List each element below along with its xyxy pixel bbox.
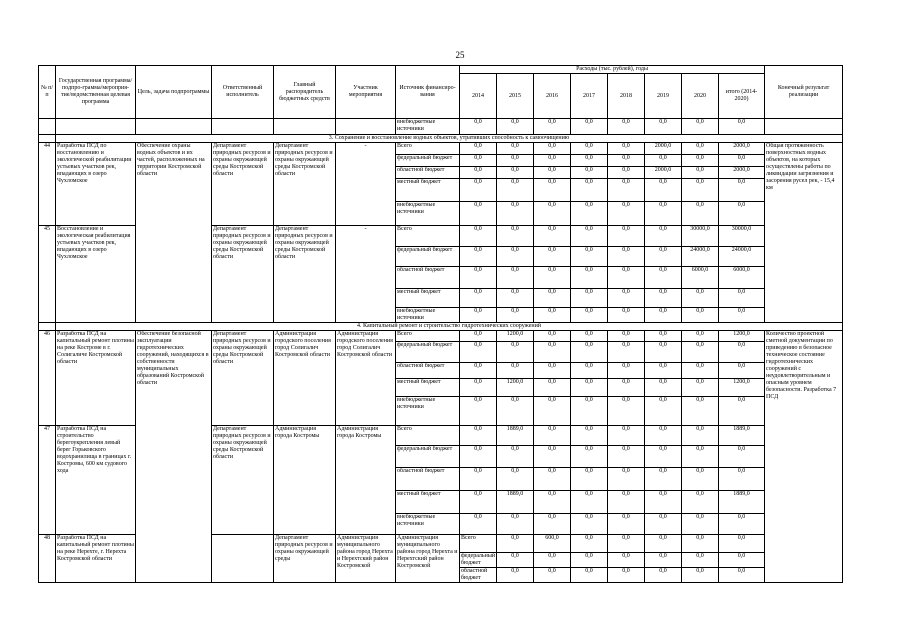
value-cell: 0,0 [719, 155, 765, 167]
value-cell: 0,0 [682, 397, 719, 426]
source-cell: областной бюджет [460, 568, 497, 583]
value-cell: 0,0 [682, 535, 719, 553]
value-cell: 0,0 [682, 342, 719, 363]
value-cell: 0,0 [719, 202, 765, 226]
table-row [39, 119, 843, 135]
value-cell: 0,0 [608, 491, 645, 514]
value-cell: 0,0 [682, 426, 719, 446]
value-cell: 0,0 [534, 289, 571, 308]
value-cell: 0,0 [571, 308, 608, 323]
header-year: 2020 [682, 74, 719, 119]
source-cell: местный бюджет [396, 179, 460, 202]
value-cell: 0,0 [497, 143, 534, 155]
value-cell: 0,0 [497, 226, 534, 247]
value-cell: 0,0 [497, 342, 534, 363]
value-cell: 0,0 [608, 397, 645, 426]
value-cell: 0,0 [682, 289, 719, 308]
header-year: 2019 [645, 74, 682, 119]
value-cell: 1889,0 [719, 491, 765, 514]
value-cell: 0,0 [497, 202, 534, 226]
main-manager-cell: Администрация муниципального района город Нерехта и Нерехтский район Костромской [336, 535, 396, 583]
header-program: Государственная программа/подпро-грамма/мероприя-тие/ведомственная целевая программа [56, 66, 136, 119]
value-cell: 0,0 [571, 119, 608, 135]
value-cell: 0,0 [571, 167, 608, 179]
value-cell: 2000,0 [645, 143, 682, 155]
value-cell: 2000,0 [719, 167, 765, 179]
value-cell: 0,0 [645, 342, 682, 363]
header-participant: Участник мероприятия [336, 66, 396, 119]
value-cell: 0,0 [497, 119, 534, 135]
header-source: Источник финансиро-вания [396, 66, 460, 119]
value-cell: 0,0 [645, 289, 682, 308]
value-cell: 0,0 [608, 568, 645, 583]
source-cell: внебюджетные источники [396, 308, 460, 323]
value-cell: 2000,0 [645, 167, 682, 179]
responsible-cell: Департамент природных ресурсов и охраны окружающей среды Костромской области [212, 143, 274, 226]
value-cell: 0,0 [608, 289, 645, 308]
value-cell: 0,0 [571, 553, 608, 568]
value-cell: 0,0 [571, 155, 608, 167]
value-cell: 0,0 [719, 342, 765, 363]
value-cell: 0,0 [608, 379, 645, 397]
value-cell: 0,0 [460, 379, 497, 397]
value-cell: 0,0 [608, 247, 645, 267]
main-manager-cell: Администрация города Костромы [274, 426, 336, 535]
value-cell: 0,0 [534, 514, 571, 535]
program-name: Разработка ПСД на строительство берегоукрепления левый берег Горьковского водохранилища в границах г. Костромы, 600 км судового хода [56, 426, 136, 535]
row-number: 48 [39, 535, 56, 583]
value-cell: 0,0 [645, 267, 682, 289]
value-cell: 0,0 [571, 426, 608, 446]
source-cell: местный бюджет [396, 379, 460, 397]
value-cell: 0,0 [534, 397, 571, 426]
value-cell: 0,0 [534, 491, 571, 514]
value-cell: 0,0 [645, 155, 682, 167]
value-cell: 6000,0 [682, 267, 719, 289]
value-cell: 0,0 [719, 535, 765, 553]
value-cell: 0,0 [719, 468, 765, 491]
value-cell: 0,0 [534, 308, 571, 323]
value-cell: 0,0 [608, 446, 645, 468]
value-cell: 0,0 [571, 514, 608, 535]
section-row [39, 323, 843, 331]
value-cell: 0,0 [719, 289, 765, 308]
source-cell: внебюджетные источники [396, 202, 460, 226]
value-cell: 0,0 [460, 468, 497, 491]
responsible-cell: Департамент природных ресурсов и охраны окружающей среды Костромской области [212, 331, 274, 426]
value-cell: 24000,0 [719, 247, 765, 267]
value-cell: 0,0 [571, 331, 608, 342]
value-cell: 0,0 [608, 342, 645, 363]
value-cell: 0,0 [497, 308, 534, 323]
value-cell: 0,0 [645, 426, 682, 446]
value-cell: 0,0 [571, 342, 608, 363]
value-cell: 1200,0 [497, 379, 534, 397]
value-cell: 0,0 [608, 155, 645, 167]
source-cell: Всего [396, 226, 460, 247]
source-cell: федеральный бюджет [396, 247, 460, 267]
value-cell: 0,0 [460, 446, 497, 468]
value-cell: 0,0 [571, 247, 608, 267]
source-cell: областной бюджет [396, 167, 460, 179]
source-cell: Всего [396, 143, 460, 155]
value-cell: 0,0 [534, 226, 571, 247]
value-cell: 0,0 [534, 342, 571, 363]
value-cell: 0,0 [460, 167, 497, 179]
value-cell: 0,0 [534, 468, 571, 491]
value-cell: 0,0 [497, 535, 534, 553]
source-cell: областной бюджет [396, 363, 460, 379]
responsible-cell: Департамент природных ресурсов и охраны окружающей среды Костромской области [212, 226, 274, 323]
value-cell: 0,0 [460, 119, 497, 135]
source-cell: внебюджетные источники [396, 514, 460, 535]
source-cell: внебюджетные источники [396, 119, 460, 135]
header-responsible: Ответственный исполнитель [212, 66, 274, 119]
value-cell: 0,0 [497, 363, 534, 379]
main-manager-cell: Департамент природных ресурсов и охраны окружающей среды Костромской области [274, 226, 336, 323]
value-cell: 0,0 [571, 143, 608, 155]
value-cell: 0,0 [645, 226, 682, 247]
value-cell: 0,0 [497, 267, 534, 289]
value-cell: 0,0 [534, 202, 571, 226]
value-cell: 0,0 [608, 119, 645, 135]
value-cell: 0,0 [645, 397, 682, 426]
value-cell: 0,0 [682, 119, 719, 135]
value-cell: 0,0 [645, 247, 682, 267]
value-cell: 0,0 [608, 468, 645, 491]
value-cell: 0,0 [608, 331, 645, 342]
value-cell: 30000,0 [719, 226, 765, 247]
value-cell: 0,0 [460, 289, 497, 308]
value-cell: 0,0 [534, 553, 571, 568]
value-cell: 0,0 [645, 379, 682, 397]
value-cell: 1200,0 [719, 379, 765, 397]
source-cell: Всего [460, 535, 497, 553]
row-number: 46 [39, 331, 56, 426]
value-cell: 0,0 [608, 535, 645, 553]
section-4-title: 4. Капитальный ремонт и строительство гидротехнических сооружений [56, 323, 843, 331]
empty-cell [39, 323, 56, 331]
value-cell: 0,0 [571, 379, 608, 397]
participant-cell: - [336, 226, 396, 323]
value-cell: 0,0 [460, 179, 497, 202]
value-cell: 0,0 [460, 267, 497, 289]
header-year: 2014 [460, 74, 497, 119]
value-cell: 0,0 [645, 568, 682, 583]
value-cell: 0,0 [460, 155, 497, 167]
value-cell: 0,0 [682, 363, 719, 379]
value-cell: 0,0 [682, 143, 719, 155]
header-year: 2017 [571, 74, 608, 119]
value-cell: 0,0 [534, 446, 571, 468]
program-name: Разработка ПСД на капитальный ремонт плотины на реке Нерехте, г. Нерехта Костромской области [56, 535, 136, 583]
responsible-cell: Департамент природных ресурсов и охраны окружающей среды Костромской области [212, 426, 274, 535]
value-cell: 0,0 [645, 202, 682, 226]
value-cell: 0,0 [460, 331, 497, 342]
header-expenses: Расходы (тыс. рублей), годы [460, 66, 765, 74]
program-name: Разработка ПСД по восстановлению и экологической реабилитации устьевых участков рек, впадающих в озеро Чухломское [56, 143, 136, 226]
value-cell: 2000,0 [719, 143, 765, 155]
value-cell: 0,0 [460, 514, 497, 535]
value-cell: 6000,0 [719, 267, 765, 289]
main-manager-cell: Администрация городского поселения город Солигалич Костромской области [274, 331, 336, 426]
value-cell: 0,0 [571, 535, 608, 553]
header-year: 2018 [608, 74, 645, 119]
value-cell: 0,0 [534, 155, 571, 167]
value-cell: 0,0 [682, 331, 719, 342]
value-cell: 0,0 [571, 446, 608, 468]
value-cell: 0,0 [608, 363, 645, 379]
value-cell: 0,0 [682, 553, 719, 568]
value-cell: 0,0 [497, 155, 534, 167]
value-cell: 0,0 [682, 468, 719, 491]
value-cell: 0,0 [497, 179, 534, 202]
result-cell: Общая протяженность поверхностных водных объектов, на которых осуществлены работы по ликвидации загрязнения и засорения русел рек, - 15,4 км [765, 143, 843, 323]
value-cell: 0,0 [497, 289, 534, 308]
header-num: № п/п [39, 66, 56, 119]
value-cell: 0,0 [719, 308, 765, 323]
value-cell: 0,0 [534, 331, 571, 342]
value-cell: 0,0 [571, 179, 608, 202]
value-cell: 0,0 [719, 119, 765, 135]
value-cell: 0,0 [534, 179, 571, 202]
source-cell: федеральный бюджет [396, 342, 460, 363]
page-number: 25 [455, 50, 465, 60]
value-cell: 0,0 [534, 267, 571, 289]
value-cell: 0,0 [460, 202, 497, 226]
value-cell: 0,0 [682, 514, 719, 535]
value-cell: 24000,0 [682, 247, 719, 267]
value-cell: 0,0 [497, 514, 534, 535]
value-cell: 0,0 [719, 553, 765, 568]
responsible-cell: Департамент природных ресурсов и охраны окружающей среды [274, 535, 336, 583]
value-cell: 0,0 [460, 363, 497, 379]
goal-cell [212, 535, 274, 583]
section-row [39, 135, 843, 143]
participant-cell: - [336, 143, 396, 226]
value-cell: 0,0 [497, 397, 534, 426]
value-cell: 0,0 [497, 568, 534, 583]
value-cell: 0,0 [719, 514, 765, 535]
value-cell: 0,0 [719, 179, 765, 202]
value-cell: 0,0 [645, 331, 682, 342]
value-cell: 0,0 [645, 179, 682, 202]
table-row [39, 143, 843, 155]
value-cell: 0,0 [460, 308, 497, 323]
value-cell: 0,0 [719, 397, 765, 426]
header-main-manager: Главный распорядитель бюджетных средств [274, 66, 336, 119]
value-cell: 0,0 [608, 179, 645, 202]
source-cell: местный бюджет [396, 491, 460, 514]
section-3-title: 3. Сохранение и восстановление водных объектов, утративших способность к самоочищению [56, 135, 843, 143]
value-cell: 0,0 [608, 308, 645, 323]
value-cell: 0,0 [460, 397, 497, 426]
value-cell: 0,0 [534, 167, 571, 179]
value-cell: 0,0 [608, 514, 645, 535]
value-cell: 0,0 [608, 202, 645, 226]
value-cell: 0,0 [534, 426, 571, 446]
value-cell: 0,0 [571, 363, 608, 379]
value-cell: 0,0 [608, 226, 645, 247]
source-cell: Всего [396, 331, 460, 342]
value-cell: 1200,0 [719, 331, 765, 342]
value-cell: 0,0 [719, 363, 765, 379]
value-cell: 1200,0 [497, 331, 534, 342]
value-cell: 1889,0 [719, 426, 765, 446]
value-cell: 0,0 [682, 379, 719, 397]
value-cell: 600,0 [534, 535, 571, 553]
value-cell: 0,0 [460, 143, 497, 155]
value-cell: 0,0 [571, 468, 608, 491]
value-cell: 0,0 [571, 289, 608, 308]
value-cell: 0,0 [460, 426, 497, 446]
value-cell: 0,0 [460, 226, 497, 247]
result-cell: Количество проектной сметной документации по приведению в безопасное техническое состояние гидротехнических сооружений с неудовлетворительным и опасным уровнем безопасности. Разработка 7 ПСД [765, 331, 843, 583]
value-cell: 0,0 [682, 568, 719, 583]
table-row [39, 331, 843, 342]
header-year: 2016 [534, 74, 571, 119]
value-cell: 0,0 [645, 308, 682, 323]
value-cell: 0,0 [719, 446, 765, 468]
value-cell: 30000,0 [682, 226, 719, 247]
value-cell: 0,0 [608, 167, 645, 179]
value-cell: 0,0 [645, 491, 682, 514]
value-cell: 0,0 [497, 247, 534, 267]
value-cell: 0,0 [682, 155, 719, 167]
goal-cell: Обеспечение безопасной эксплуатации гидротехнических сооружений, находящихся в собственности муниципальных образований Костромской области [136, 331, 212, 583]
row-number: 45 [39, 226, 56, 323]
row-number: 47 [39, 426, 56, 535]
participant-cell: Администрация муниципального района город Нерехта и Нерехтский район Костромской [396, 535, 460, 583]
value-cell: 0,0 [682, 179, 719, 202]
program-name: Восстановление и экологическая реабилитация устьевых участков рек, впадающих в озеро Чухломское [56, 226, 136, 323]
main-manager-cell: Департамент природных ресурсов и охраны окружающей среды Костромской области [274, 143, 336, 226]
value-cell: 0,0 [534, 363, 571, 379]
value-cell: 0,0 [534, 119, 571, 135]
value-cell: 0,0 [497, 553, 534, 568]
value-cell: 0,0 [571, 202, 608, 226]
value-cell: 0,0 [682, 446, 719, 468]
row-number: 44 [39, 143, 56, 226]
source-cell: областной бюджет [396, 267, 460, 289]
header-goal: Цель, задача подпрограммы [136, 66, 212, 119]
source-cell: внебюджетные источники [396, 397, 460, 426]
source-cell: федеральный бюджет [396, 446, 460, 468]
value-cell: 0,0 [645, 514, 682, 535]
value-cell: 0,0 [608, 426, 645, 446]
program-name: Разработка ПСД на капитальный ремонт плотины на реке Костроме в г. Солигаличе Костромской области [56, 331, 136, 426]
value-cell: 0,0 [645, 446, 682, 468]
header-total: итого (2014-2020) [719, 74, 765, 119]
value-cell: 0,0 [608, 143, 645, 155]
value-cell: 0,0 [645, 553, 682, 568]
value-cell: 0,0 [645, 119, 682, 135]
value-cell: 0,0 [682, 202, 719, 226]
value-cell: 0,0 [682, 491, 719, 514]
value-cell: 0,0 [571, 491, 608, 514]
participant-cell: Администрация города Костромы [336, 426, 396, 535]
source-cell: местный бюджет [396, 289, 460, 308]
value-cell: 0,0 [497, 446, 534, 468]
value-cell: 1889,0 [497, 426, 534, 446]
value-cell: 0,0 [645, 468, 682, 491]
value-cell: 0,0 [534, 568, 571, 583]
participant-cell: Администрация городского поселения город Солигалич Костромской области [336, 331, 396, 426]
value-cell: 0,0 [719, 568, 765, 583]
value-cell: 0,0 [534, 379, 571, 397]
source-cell: областной бюджет [396, 468, 460, 491]
value-cell: 0,0 [682, 167, 719, 179]
source-cell: Всего [396, 426, 460, 446]
goal-cell: Обеспечение охраны водных объектов и их частей, расположенных на территории Костромской области [136, 143, 212, 323]
value-cell: 0,0 [460, 491, 497, 514]
source-cell: федеральный бюджет [461, 553, 496, 566]
value-cell: 0,0 [460, 247, 497, 267]
value-cell: 0,0 [534, 143, 571, 155]
value-cell: 0,0 [645, 363, 682, 379]
header-year: 2015 [497, 74, 534, 119]
value-cell: 0,0 [645, 535, 682, 553]
value-cell: 0,0 [682, 308, 719, 323]
value-cell: 0,0 [571, 397, 608, 426]
value-cell: 1889,0 [497, 491, 534, 514]
value-cell: 0,0 [608, 553, 645, 568]
value-cell: 0,0 [460, 342, 497, 363]
program-table [38, 65, 843, 583]
value-cell: 0,0 [608, 267, 645, 289]
value-cell: 0,0 [571, 568, 608, 583]
value-cell: 0,0 [571, 226, 608, 247]
value-cell: 0,0 [497, 167, 534, 179]
value-cell: 0,0 [497, 468, 534, 491]
value-cell: 0,0 [534, 247, 571, 267]
source-cell: федеральный бюджет [396, 155, 460, 167]
value-cell: 0,0 [571, 267, 608, 289]
header-result: Конечный результат реализации [765, 66, 843, 119]
